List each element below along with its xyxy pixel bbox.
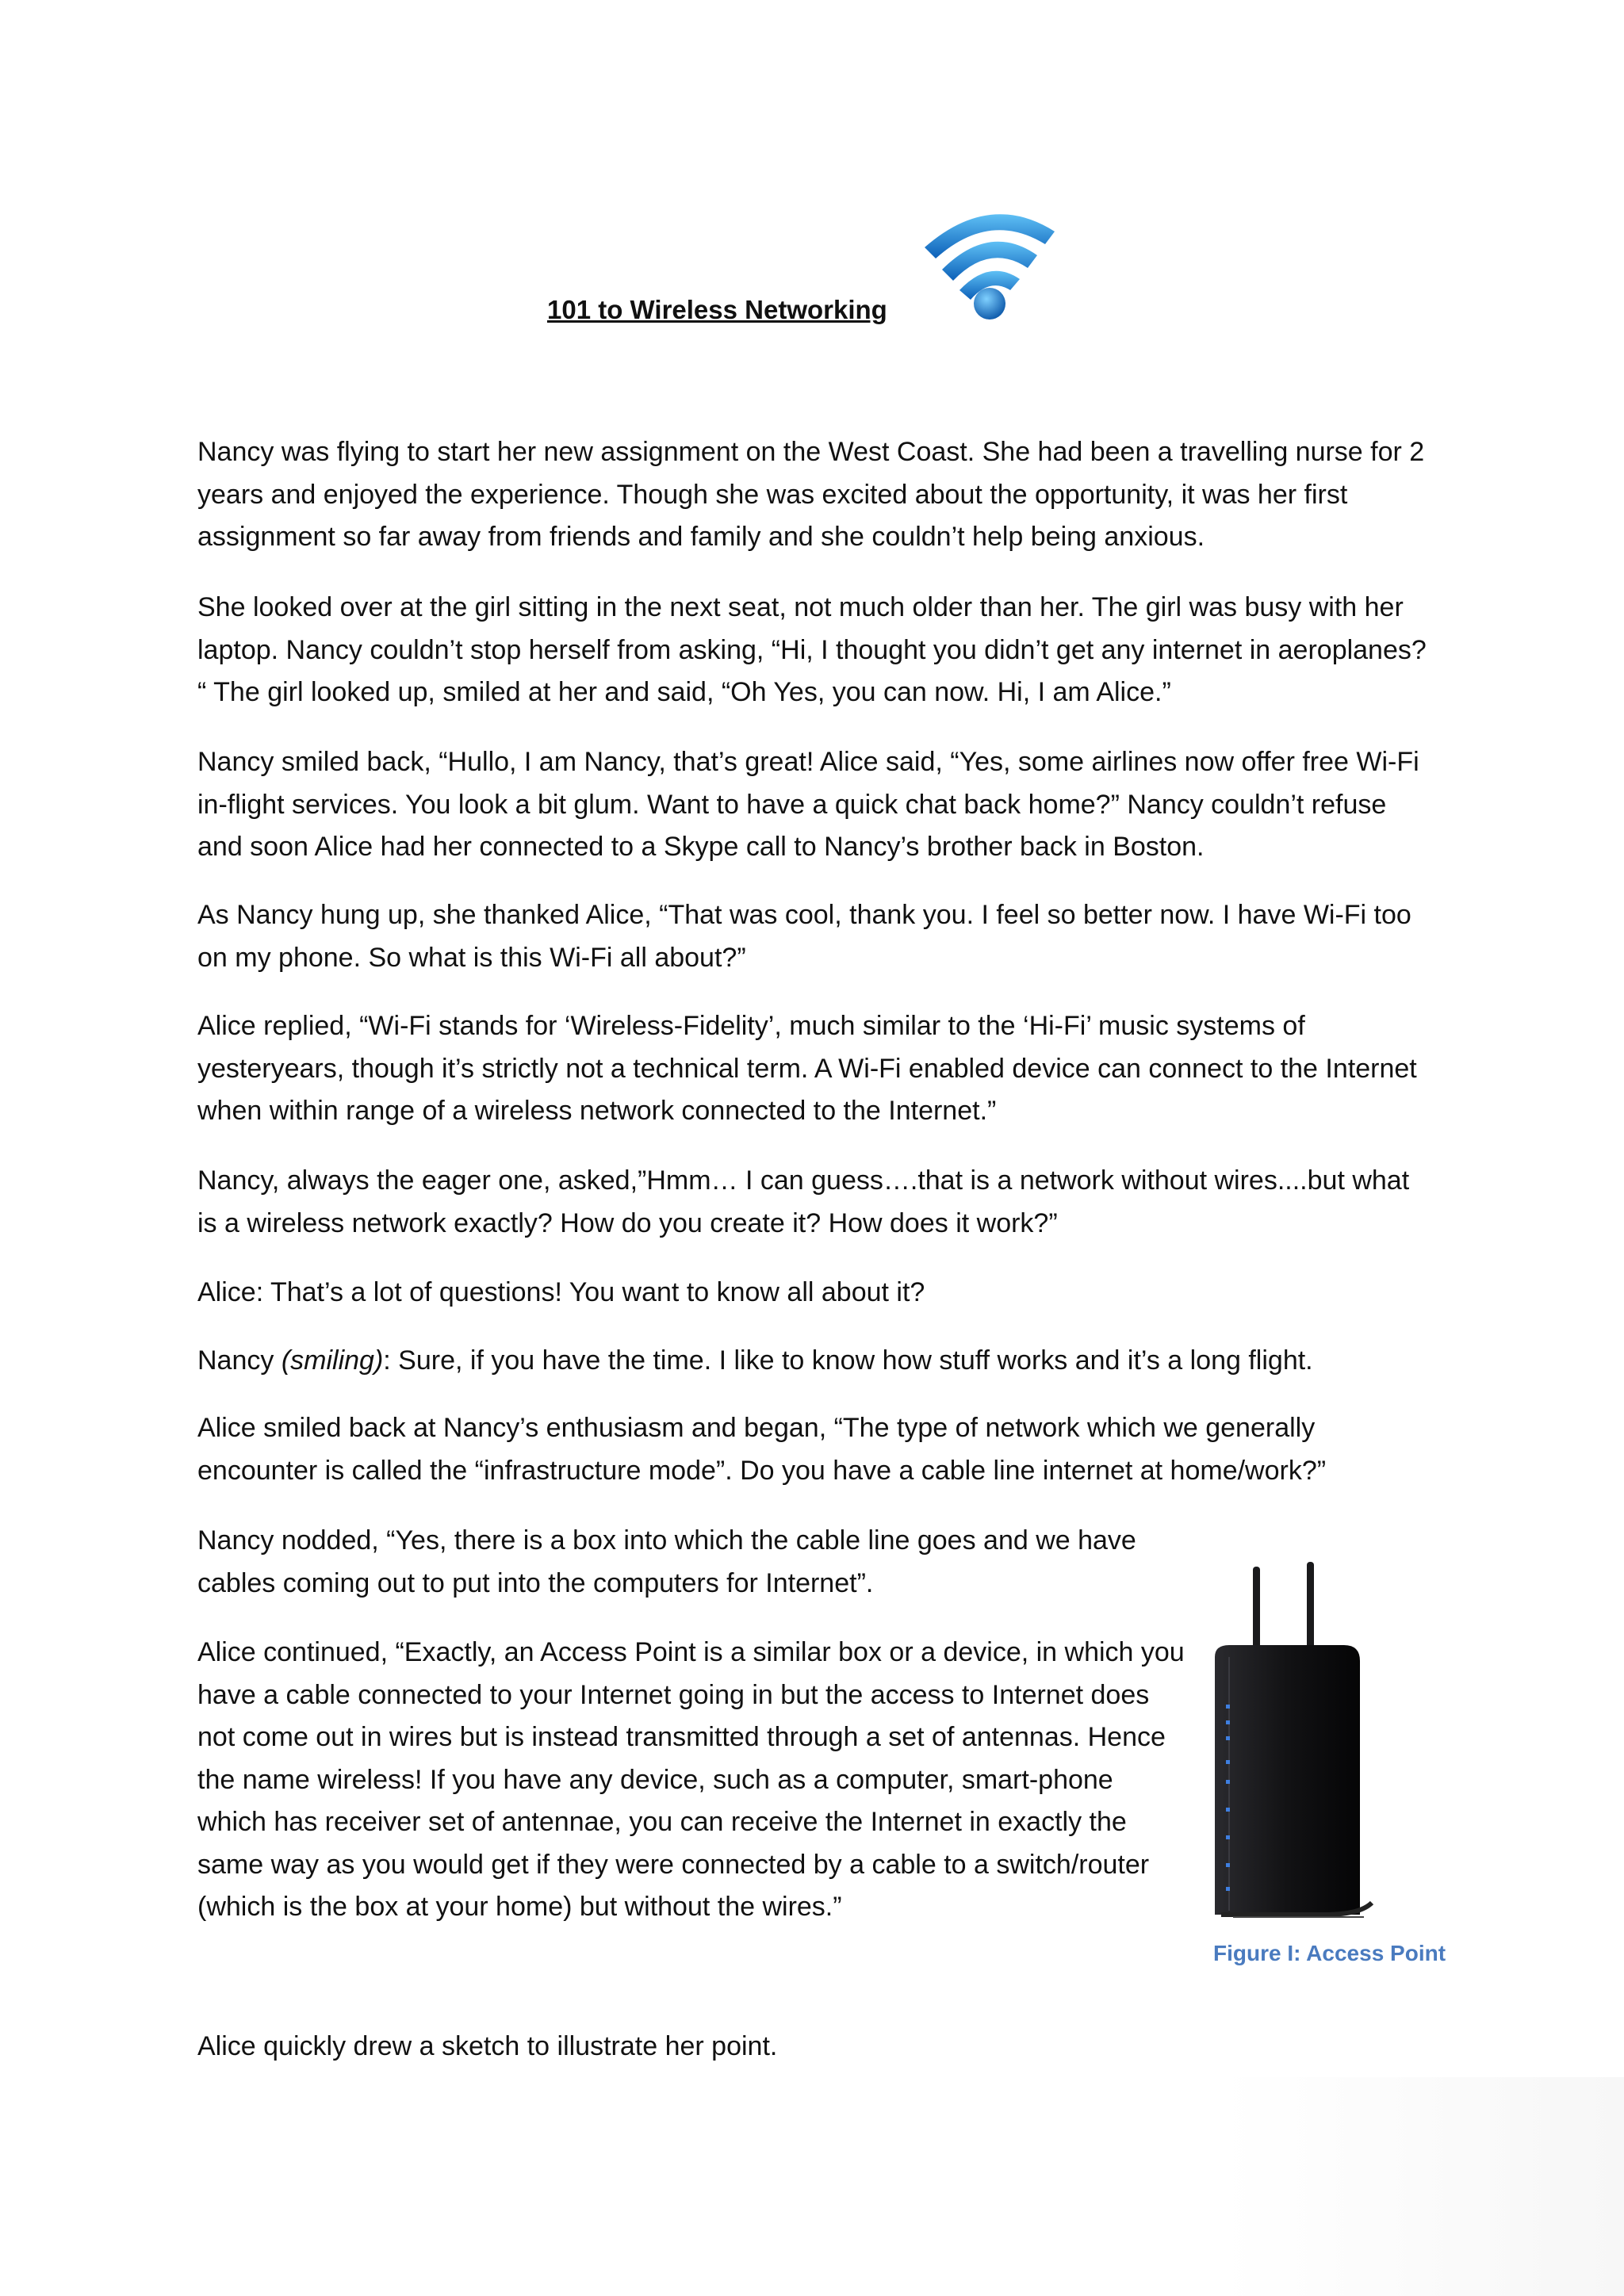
paragraph: Nancy nodded, “Yes, there is a box into which the cable line goes and we have cables coming out to put into the computers for Internet”.	[197, 1525, 1136, 1598]
stage-direction: (smiling)	[281, 1345, 384, 1376]
router-icon	[1205, 1562, 1388, 1927]
paragraph: Nancy, always the eager one, asked,”Hmm… I can guess….that is a network without wires....but what is a wireless network exactly? How do you create it? How does it work?”	[197, 1165, 1410, 1238]
paragraph: Nancy smiled back, “Hullo, I am Nancy, that’s great! Alice said, “Yes, some airlines now offer free Wi-Fi in-flight services. You look a bit glum. Want to have a quick chat back home?” Nancy couldn’t refuse and soon Alice had her connected to a Skype call to Nancy’s brother back in Boston.	[197, 747, 1419, 862]
figure-caption: Figure I: Access Point	[1213, 1941, 1446, 1965]
paragraph: As Nancy hung up, she thanked Alice, “That was cool, thank you. I feel so better now. I have Wi-Fi too on my phone. So what is this Wi-Fi all about?”	[197, 900, 1411, 973]
paragraph: Alice smiled back at Nancy’s enthusiasm and began, “The type of network which we generally encounter is called the “infrastructure mode”. Do you have a cable line internet at home/work?”	[197, 1413, 1327, 1486]
speaker: Nancy	[197, 1345, 282, 1376]
paragraph: She looked over at the girl sitting in the next seat, not much older than her. The girl was busy with her laptop. Nancy couldn’t stop herself from asking, “Hi, I thought you didn’t get any internet in aeroplanes? “ The girl looked up, smiled at her and said, “Oh Yes, you can now. Hi, I am Alice.”	[197, 592, 1427, 707]
page-shadow	[1221, 2077, 1624, 2296]
paragraph: Alice continued, “Exactly, an Access Point is a similar box or a device, in which you have a cable connected to your Internet going in but the access to Internet does not come out in wires but is instead transmitted through a set of antennas. Hence the name wireless! If you have any device, such as a computer, smart-phone which has receiver set of antennae, you can receive the Internet in exactly the same way as you would get if they were connected by a cable to a switch/router (which is the box at your home) but without the wires.”	[197, 1637, 1185, 1922]
document-title: 101 to Wireless Networking	[547, 295, 887, 324]
paragraph: Alice replied, “Wi-Fi stands for ‘Wireless-Fidelity’, much similar to the ‘Hi-Fi’ music systems of yesteryears, though it’s strictly not a technical term. A Wi-Fi enabled device can connect to the Internet when within range of a wireless network connected to the Internet.”	[197, 1011, 1417, 1126]
paragraph-nancy-smiling	[197, 1340, 1434, 1383]
dialogue: : Sure, if you have the time. I like to know how stuff works and it’s a long flight.	[383, 1345, 1313, 1376]
paragraph: Alice quickly drew a sketch to illustrate her point.	[197, 2031, 778, 2061]
wifi-icon	[918, 198, 1061, 325]
paragraph: Alice: That’s a lot of questions! You want to know all about it?	[197, 1277, 925, 1307]
paragraph: Nancy was flying to start her new assignment on the West Coast. She had been a travelling nurse for 2 years and enjoyed the experience. Though she was excited about the opportunity, it was her first assignment so far away from friends and family and she couldn’t help being anxious.	[197, 437, 1425, 552]
